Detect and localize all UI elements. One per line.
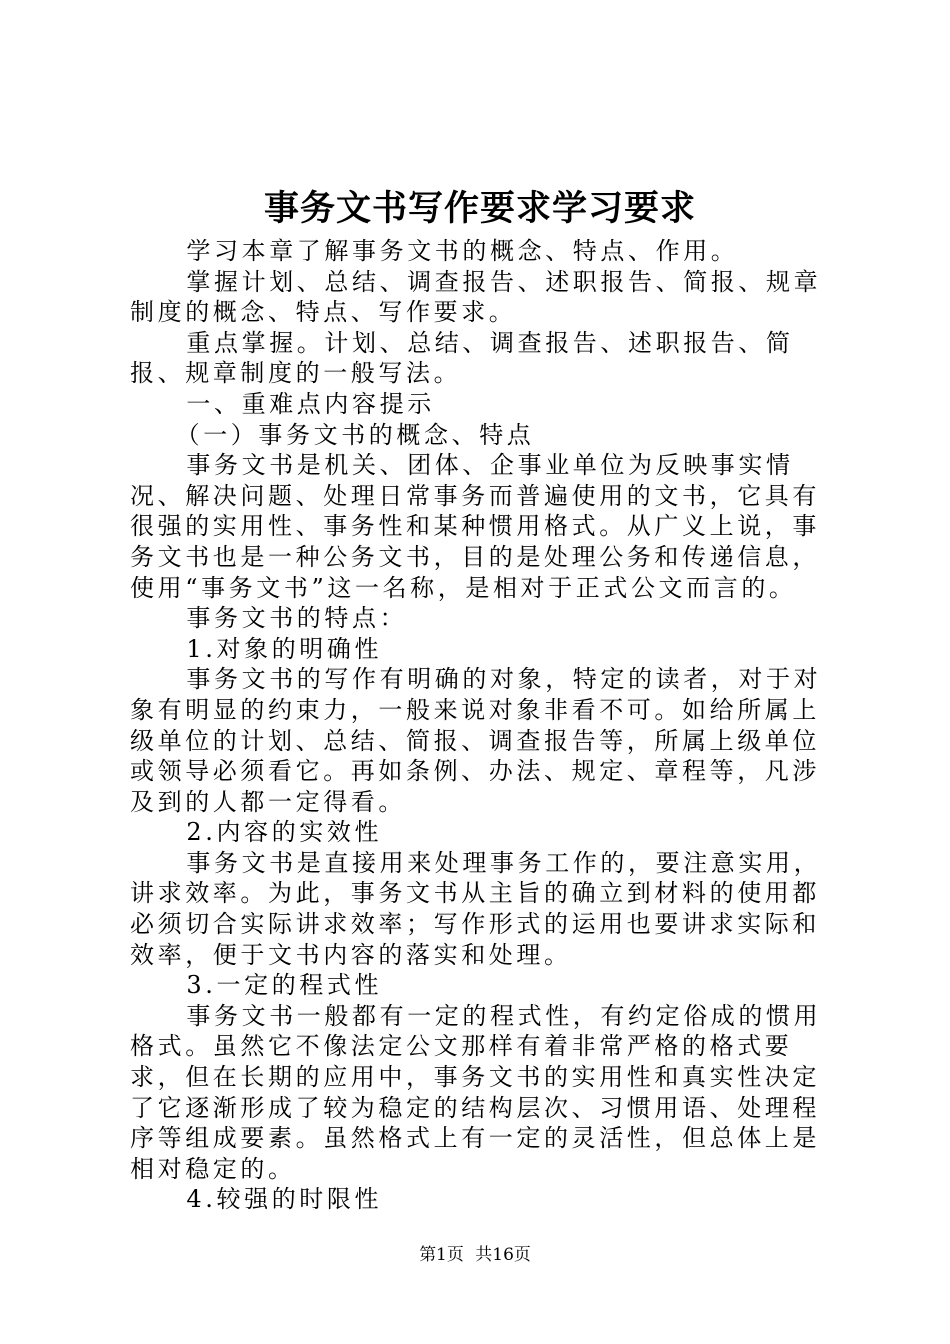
list-heading: 4.较强的时限性	[186, 1185, 383, 1214]
paragraph: 事务文书的特点：	[186, 604, 408, 633]
document-title: 事务文书写作要求学习要求	[263, 188, 696, 229]
paragraph: 事务文书是直接用来处理事务工作的，要注意实用，讲求效率。为此，事务文书从主旨的确立到材料的使用都必须切合实际讲求效率；写作形式的运用也要讲求实际和效率，便于文书内容的落实和处理。	[130, 848, 822, 969]
document-body	[130, 236, 836, 1215]
paragraph: 掌握计划、总结、调查报告、述职报告、简报、规章制度的概念、特点、写作要求。	[130, 267, 822, 327]
page-number: 第1页	[419, 1245, 464, 1265]
paragraph: 事务文书一般都有一定的程式性，有约定俗成的惯用格式。虽然它不像法定公文那样有着非常严格的格式要求，但在长期的应用中，事务文书的实用性和真实性决定了它逐渐形成了较为稳定的结构层次、习惯用语、处理程序等组成要素。虽然格式上有一定的灵活性，但总体上是相对稳定的。	[130, 1001, 822, 1183]
section-heading: 一、重难点内容提示	[186, 389, 435, 418]
paragraph: 事务文书的写作有明确的对象，特定的读者，对于对象有明显的约束力，一般来说对象非看不可。如给所属上级单位的计划、总结、简报、调查报告等，所属上级单位或领导必须看它。再如条例、办法、规定、章程等，凡涉及到的人都一定得看。	[130, 665, 822, 816]
paragraph: 事务文书是机关、团体、企事业单位为反映事实情况、解决问题、处理日常事务而普遍使用的文书，它具有很强的实用性、事务性和某种惯用格式。从广义上说，事务文书也是一种公务文书，目的是处理公务和传递信息，使用“事务文书”这一名称，是相对于正式公文而言的。	[130, 451, 820, 602]
paragraph: 重点掌握。计划、总结、调查报告、述职报告、简报、规章制度的一般写法。	[130, 328, 794, 388]
page-footer	[0, 1243, 950, 1267]
subsection-heading: （一）事务文书的概念、特点	[175, 420, 535, 449]
list-heading: 1.对象的明确性	[186, 634, 383, 663]
paragraph: 学习本章了解事务文书的概念、特点、作用。	[186, 237, 739, 265]
page-total: 共16页	[475, 1245, 531, 1265]
list-heading: 2.内容的实效性	[186, 818, 383, 847]
list-heading: 3.一定的程式性	[186, 971, 383, 1000]
